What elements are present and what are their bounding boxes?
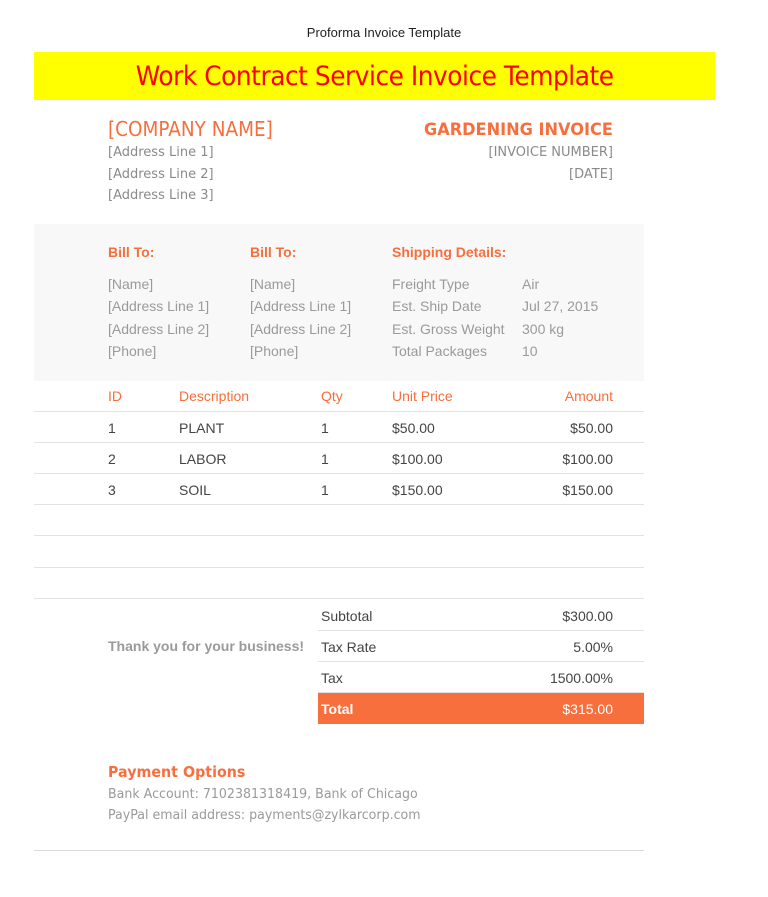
empty-table-row xyxy=(34,568,644,599)
title-banner xyxy=(34,52,715,100)
shipping-heading: Shipping Details: xyxy=(392,244,507,260)
bill-to-2-address-1: [Address Line 1] xyxy=(250,298,352,315)
row-id: 2 xyxy=(108,451,116,467)
column-header-description: Description xyxy=(179,388,250,404)
shipping-value-gross-weight: 300 kg xyxy=(522,320,565,337)
bill-to-1-address-1: [Address Line 1] xyxy=(108,298,210,315)
bill-to-block-1 xyxy=(108,273,209,362)
table-row xyxy=(34,412,644,443)
bill-to-1-name: [Name] xyxy=(108,276,154,292)
company-address-line-1: [Address Line 1] xyxy=(108,145,214,160)
shipping-labels xyxy=(392,273,505,362)
empty-table-row xyxy=(34,537,644,568)
bill-to-heading-2: Bill To: xyxy=(250,244,297,260)
invoice-date: [DATE] xyxy=(569,166,613,182)
column-header-qty: Qty xyxy=(321,388,343,404)
tax-rate-label: Tax Rate xyxy=(321,639,377,655)
shipping-label-total-packages: Total Packages xyxy=(392,342,487,359)
total-value: $315.00 xyxy=(562,701,613,717)
shipping-value-freight-type: Air xyxy=(522,276,540,292)
company-address-line-2: [Address Line 2] xyxy=(108,166,214,182)
subtotal-label: Subtotal xyxy=(321,608,373,624)
row-unit-price: $50.00 xyxy=(392,420,435,436)
paypal-email-line: PayPal email address: payments@zylkarcorp.com xyxy=(108,808,421,823)
items-table-header xyxy=(34,388,644,412)
row-qty: 1 xyxy=(321,420,329,436)
row-unit-price: $150.00 xyxy=(392,482,443,498)
shipping-value-ship-date: Jul 27, 2015 xyxy=(522,298,599,315)
row-id: 1 xyxy=(108,420,116,436)
tax-row xyxy=(318,662,644,693)
shipping-label-gross-weight: Est. Gross Weight xyxy=(392,320,505,337)
column-header-unit-price: Unit Price xyxy=(392,388,453,404)
row-qty: 1 xyxy=(321,451,329,467)
tax-label: Tax xyxy=(321,670,343,686)
footer-divider xyxy=(34,850,644,851)
bill-to-heading-1: Bill To: xyxy=(108,244,155,260)
row-amount: $100.00 xyxy=(562,451,613,467)
company-block xyxy=(108,116,287,207)
total-label: Total xyxy=(321,701,354,717)
bill-to-1-phone: [Phone] xyxy=(108,342,157,359)
row-id: 3 xyxy=(108,482,116,498)
bill-to-block-2 xyxy=(250,273,351,362)
total-row xyxy=(318,693,644,724)
document-caption: Proforma Invoice Template xyxy=(306,25,462,40)
row-amount: $150.00 xyxy=(562,482,613,498)
row-unit-price: $100.00 xyxy=(392,451,443,467)
invoice-title-block xyxy=(414,118,613,185)
payment-options-heading: Payment Options xyxy=(108,763,246,781)
bill-to-1-address-2: [Address Line 2] xyxy=(108,320,210,337)
shipping-label-freight-type: Freight Type xyxy=(392,276,470,292)
empty-table-row xyxy=(34,505,644,536)
column-header-amount: Amount xyxy=(564,388,613,404)
invoice-number: [INVOICE NUMBER] xyxy=(488,145,613,160)
company-name: [COMPANY NAME] xyxy=(108,117,273,141)
row-qty: 1 xyxy=(321,482,329,498)
row-description: LABOR xyxy=(179,451,227,467)
bill-to-2-phone: [Phone] xyxy=(250,342,299,359)
shipping-values xyxy=(522,273,598,362)
bill-to-2-name: [Name] xyxy=(250,276,296,292)
row-description: PLANT xyxy=(179,420,225,436)
subtotal-row xyxy=(318,600,644,631)
column-header-id: ID xyxy=(108,388,122,404)
subtotal-value: $300.00 xyxy=(562,608,613,624)
shipping-label-ship-date: Est. Ship Date xyxy=(392,298,482,315)
tax-value: 1500.00% xyxy=(549,670,613,686)
table-row xyxy=(34,474,644,505)
bill-to-2-address-2: [Address Line 2] xyxy=(250,320,352,337)
company-address-line-3: [Address Line 3] xyxy=(108,188,214,203)
tax-rate-value: 5.00% xyxy=(573,639,613,655)
shipping-value-total-packages: 10 xyxy=(522,342,538,359)
tax-rate-row xyxy=(318,631,644,662)
row-description: SOIL xyxy=(179,482,211,498)
table-row xyxy=(34,443,644,474)
banner-title: Work Contract Service Invoice Template xyxy=(135,60,614,92)
invoice-title: GARDENING INVOICE xyxy=(424,120,613,140)
bank-account-line: Bank Account: 7102381318419, Bank of Chicago xyxy=(108,787,418,802)
row-amount: $50.00 xyxy=(570,420,613,436)
thank-you-note: Thank you for your business! xyxy=(108,638,305,654)
